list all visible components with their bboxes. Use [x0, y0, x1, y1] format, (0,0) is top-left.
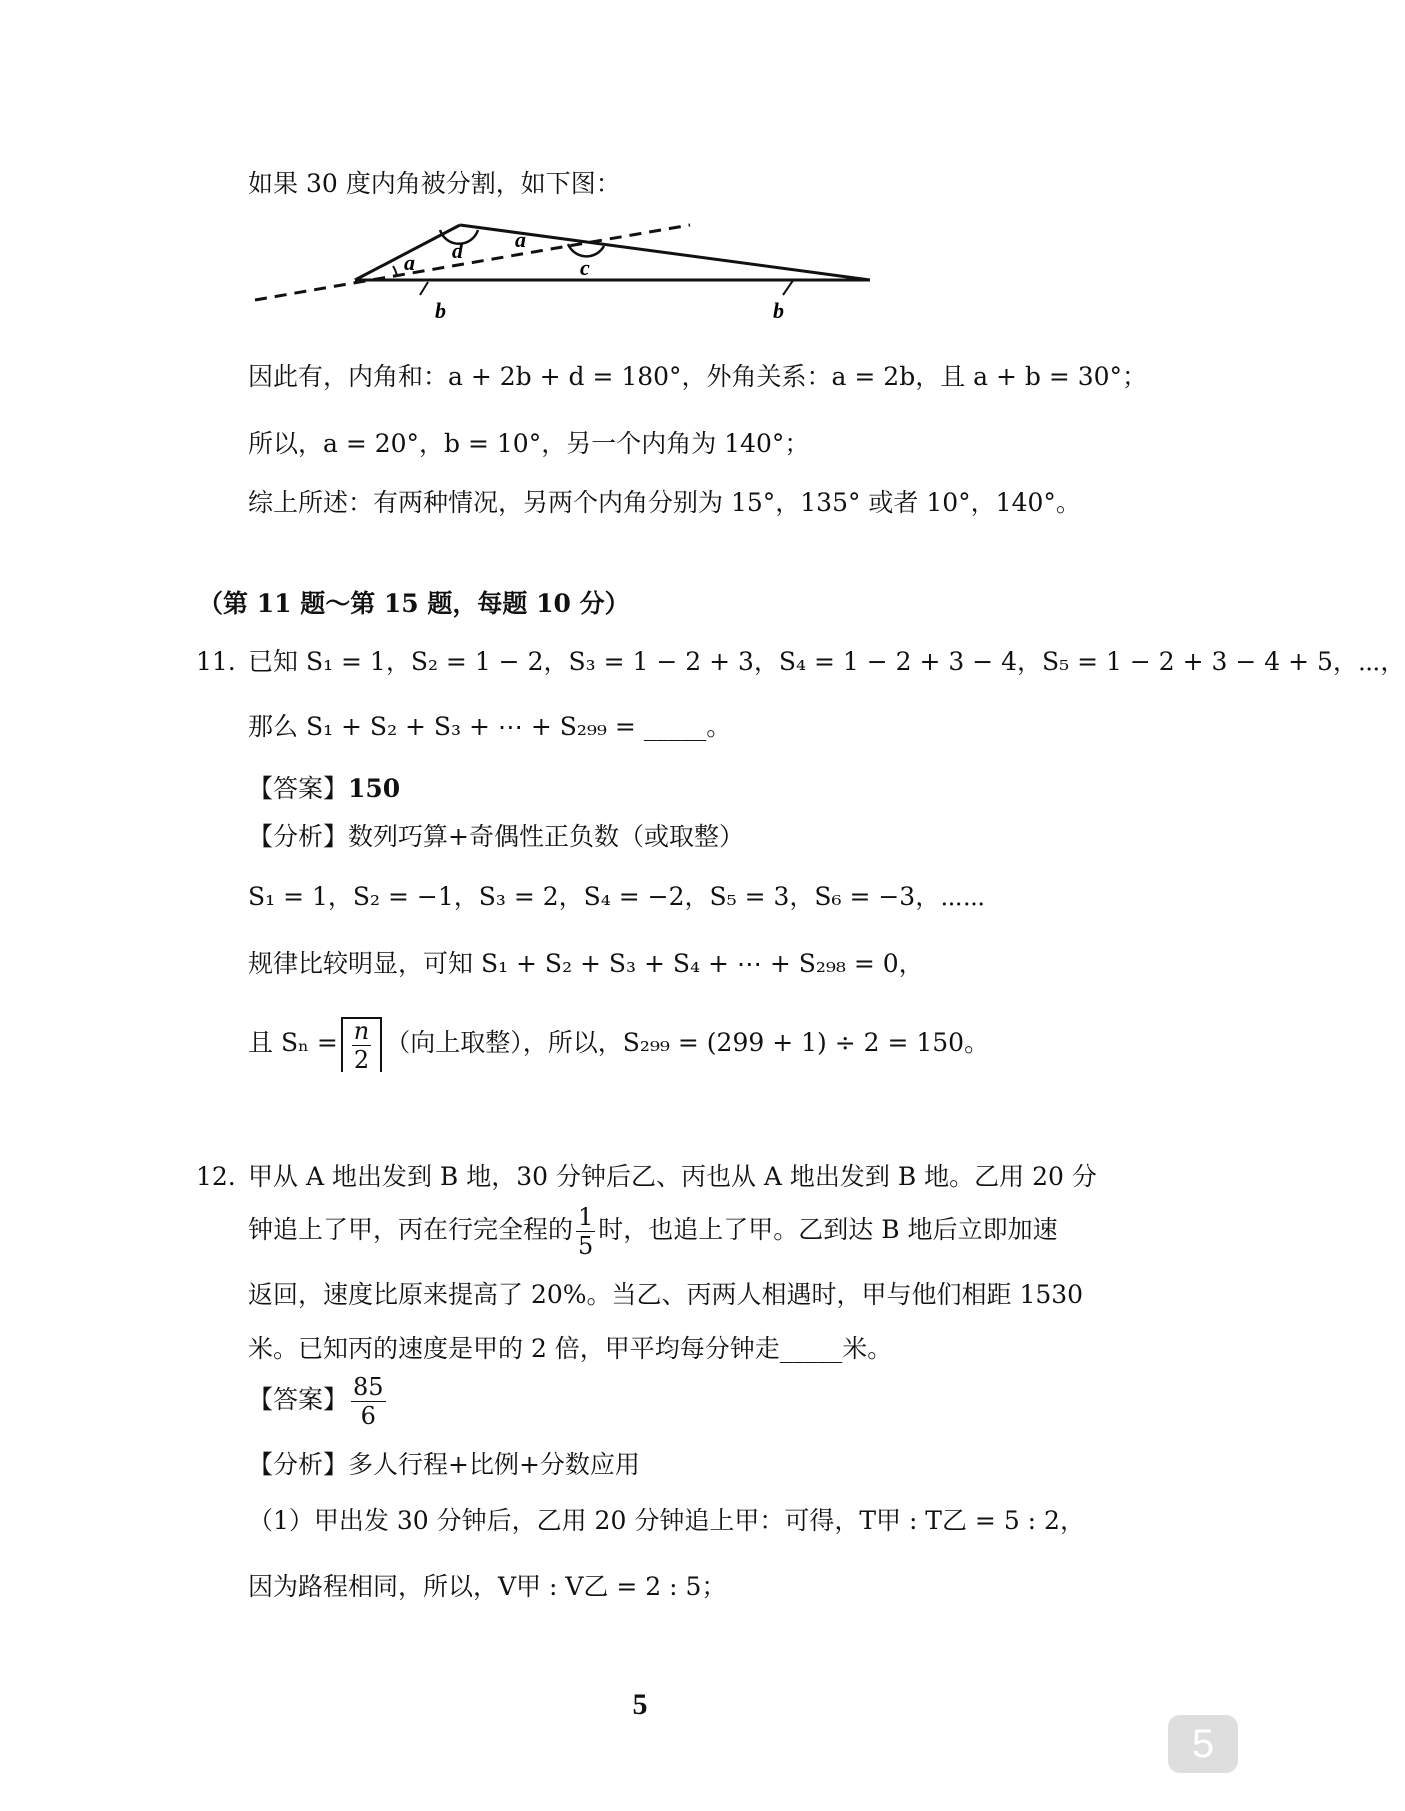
q12-line2: 钟追上了甲，丙在行完全程的 $\frac{1}{5}$ 时，也追上了甲。乙到达 B 地后立即加速: [248, 1203, 1058, 1260]
triangle-figure: [0, 190, 1280, 510]
q11-answer: [248, 772, 400, 806]
intro-line: 如果 30 度内角被分割，如下图：: [248, 169, 621, 198]
answer-label: 【答案】: [248, 774, 349, 803]
q11-number: 11.: [196, 647, 236, 676]
label-a2: a: [515, 227, 526, 252]
ceiling-bracket: $\frac{n}{2}$: [341, 1017, 382, 1072]
fraction-one-fifth: $\frac{1}{5}$: [578, 1203, 594, 1260]
q12-step1: （1）甲出发 30 分钟后，乙用 20 分钟追上甲：可得，T甲 : T乙 = 5 : 2，: [248, 1506, 1085, 1535]
label-a1: a: [404, 250, 415, 275]
q11-conclusion: 且 Sₙ = $\frac{n}{2}$ （向上取整），所以，S₂₉₉ = (299 + 1) ÷ 2 = 150。: [248, 1017, 990, 1074]
answer-fraction: $\frac{85}{6}$: [353, 1373, 384, 1430]
q11-line1: 已知 S₁ = 1，S₂ = 1 − 2，S₃ = 1 − 2 + 3，S₄ = 1 − 2 + 3 − 4，S₅ = 1 − 2 + 3 − 4 + 5，⋯，: [248, 647, 1405, 676]
answer-value: 150: [348, 774, 401, 803]
page-number: 5: [632, 1688, 648, 1721]
label-b2: b: [773, 298, 784, 323]
q12-answer: 【答案】 $\frac{85}{6}$: [248, 1373, 384, 1430]
label-c: c: [580, 255, 590, 280]
q12-step2: 因为路程相同，所以，V甲 : V乙 = 2 : 5；: [248, 1572, 727, 1601]
label-d: d: [452, 238, 463, 263]
q12-analysis: 【分析】多人行程+比例+分数应用: [248, 1450, 640, 1479]
page-indicator-badge: 5: [1168, 1715, 1238, 1773]
prev-line-3: 综上所述：有两种情况，另两个内角分别为 15°，135° 或者 10°，140°。: [248, 488, 1081, 517]
q12-line3: 返回，速度比原来提高了 20%。当乙、丙两人相遇时，甲与他们相距 1530: [248, 1280, 1084, 1309]
q11-rule: 规律比较明显，可知 S₁ + S₂ + S₃ + S₄ + ⋯ + S₂₉₈ = 0，: [248, 949, 924, 978]
q11-sequence: S₁ = 1，S₂ = −1，S₃ = 2，S₄ = −2，S₅ = 3，S₆ = −3，⋯⋯: [248, 882, 986, 911]
prev-line-1: 因此有，内角和：a + 2b + d = 180°，外角关系：a = 2b，且 a + b = 30°；: [248, 362, 1148, 391]
q11-analysis: 【分析】数列巧算+奇偶性正负数（或取整）: [248, 822, 744, 851]
q12-line1: 甲从 A 地出发到 B 地，30 分钟后乙、丙也从 A 地出发到 B 地。乙用 20 分: [248, 1162, 1097, 1191]
section-header: （第 11 题～第 15 题，每题 10 分）: [198, 589, 630, 618]
prev-line-2: 所以，a = 20°，b = 10°，另一个内角为 140°；: [248, 429, 810, 458]
q12-line4: 米。已知丙的速度是甲的 2 倍，甲平均每分钟走_____米。: [248, 1334, 893, 1363]
q11-line2: 那么 S₁ + S₂ + S₃ + ⋯ + S₂₉₉ = _____。: [248, 712, 732, 741]
q12-number: 12.: [196, 1162, 236, 1191]
label-b1: b: [435, 298, 446, 323]
